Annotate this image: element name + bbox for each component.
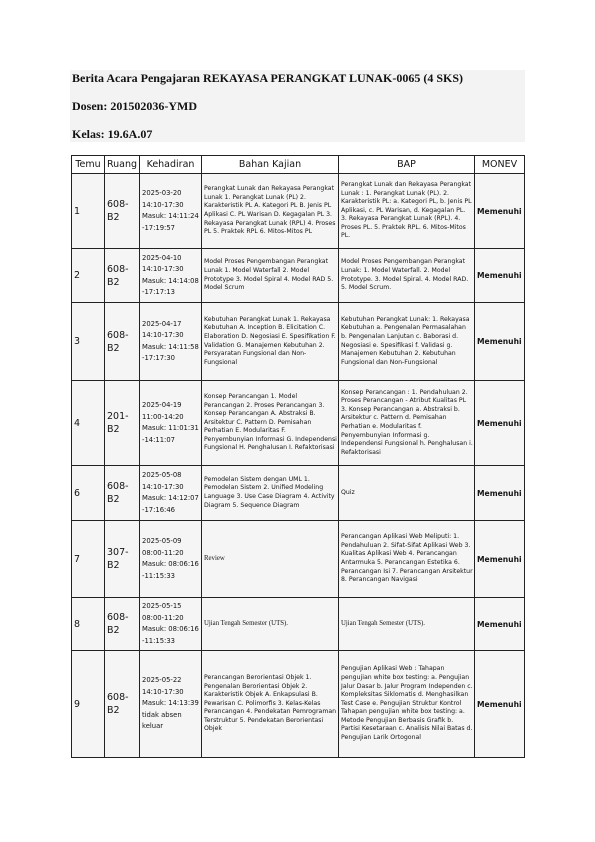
kehadiran-date: 2025-05-15 (142, 602, 182, 610)
kehadiran-date: 2025-05-08 (142, 471, 182, 479)
ruang-cell: 608-B2 (105, 651, 140, 758)
monev-cell: Memenuhi (475, 521, 525, 598)
kehadiran-attendance: Masuk: 14:12:07 -17:16:46 (142, 494, 199, 514)
kehadiran-cell (140, 249, 202, 303)
bahan-kajian-cell: Perangkat Lunak dan Rekayasa Perangkat Lunak 1. Perangkat Lunak (PL) 2. Karakteristik PL A. Kategori PL B. Jenis PL Aplikasi C. PL Warisan D. Kegagalan PL 3. Rekayasa Perangkat Lunak (RPL) 4. Proses PL 5. Praktek RPL 6. Mitos-Mitos PL (202, 174, 339, 249)
kehadiran-date: 2025-04-17 (142, 319, 182, 328)
monev-cell: Memenuhi (475, 174, 525, 249)
bap-cell: Ujian Tengah Semester (UTS). (339, 598, 475, 651)
ruang-cell: 608-B2 (105, 598, 140, 651)
header-kehadiran: Kehadiran (140, 156, 202, 174)
bahan-kajian-cell: Perancangan Berorientasi Objek 1. Pengenalan Berorientasi Objek 2. Karakteristik Objek A. Enkapsulasi B. Pewarisan C. Polimorfis 3. Kelas-Kelas Perancangan 4. Pendekatan Pemrograman Terstruktur 5. Pendekatan Berorientasi Objek (202, 651, 339, 758)
lecturer-line (70, 98, 525, 114)
kehadiran-schedule: 14:10-17:30 (142, 265, 184, 273)
header-ruang: Ruang (105, 156, 140, 174)
temu-cell: 6 (72, 466, 105, 521)
bap-cell: Pengujian Aplikasi Web : Tahapan pengujian white box testing: a. Pengujian Jalur Dasar b. Jalur Program Independen c. Kompleksitas Siklomatis d. Menghasilkan Test Case e. Pengujian Struktur Kontrol Tahapan pengujian white box testing: a. Metode Pengujian Berbasis Grafik b. Partisi Kesetaraan c. Analisis Nilai Batas d. Pengujian Larik Ortogonal (339, 651, 475, 758)
bahan-kajian-cell: Kebutuhan Perangkat Lunak 1. Rekayasa Kebutuhan A. Inception B. Elicitation C. Elaboration D. Negosiasi E. Spesifikation F. Validation G. Manajemen Kebutuhan 2. Persyaratan Fungsional dan Non-Fungsional (202, 303, 339, 381)
bap-cell: Perangkat Lunak dan Rekayasa Perangkat Lunak : 1. Perangkat Lunak (PL). 2. Karakteristik PL: a. Kategori PL, b. Jenis PL Aplikasi, c. PL Warisan, d. Kegagalan PL. 3. Rekayasa Perangkat Lunak (RPL). 4. Proses PL. 5. Praktek RPL. 6. Mitos-Mitos PL. (339, 174, 475, 249)
monev-cell: Memenuhi (475, 598, 525, 651)
table-row (72, 598, 525, 651)
bap-cell: Konsep Perancangan : 1. Pendahuluan 2. Proses Perancangan - Atribut Kualitas PL 3. Konsep Perancangan a. Abstraksi b. Arsitektur c. Pattern d. Pemisahan Perhatian e. Modularitas f. Penyembunyian Informasi g. Independensi Fungsional h. Penghalusan i. Refaktorisasi (339, 381, 475, 466)
monev-cell: Memenuhi (475, 651, 525, 758)
kehadiran-schedule: 14:10-17:30 (142, 482, 184, 491)
kehadiran-schedule: 08:00-11:20 (142, 613, 184, 622)
kehadiran-date: 2025-04-10 (142, 253, 182, 262)
ruang-cell: 201-B2 (105, 381, 140, 466)
lecturer-id: 201502036-YMD (110, 99, 197, 113)
kehadiran-attendance: Masuk: 14:11:58 -17:17:30 (142, 342, 199, 362)
document-header (70, 70, 525, 142)
ruang-cell: 608-B2 (105, 249, 140, 303)
kehadiran-attendance: Masuk: 08:06:16 -11:15:33 (142, 560, 199, 580)
kehadiran-date: 2025-03-20 (142, 189, 182, 197)
kehadiran-attendance: Masuk: 14:14:08 -17:17:13 (142, 276, 199, 296)
kehadiran-cell (140, 381, 202, 466)
kehadiran-attendance: Masuk: 14:11:24 -17:19:57 (142, 212, 199, 232)
table-row (72, 651, 525, 758)
monev-cell: Memenuhi (475, 303, 525, 381)
kehadiran-cell (140, 174, 202, 249)
ruang-cell: 608-B2 (105, 466, 140, 521)
kehadiran-schedule: 08:00-11:20 (142, 548, 184, 557)
header-temu: Temu (72, 156, 105, 174)
table-row (72, 466, 525, 521)
kehadiran-date: 2025-05-09 (142, 537, 182, 545)
kehadiran-cell (140, 598, 202, 651)
ruang-cell: 608-B2 (105, 303, 140, 381)
kehadiran-attendance: Masuk: 08:06:16 -11:15:33 (142, 625, 199, 645)
monev-cell: Memenuhi (475, 249, 525, 303)
kehadiran-date: 2025-05-22 (142, 676, 182, 685)
class-label: Kelas: (72, 127, 105, 141)
temu-cell: 1 (72, 174, 105, 249)
table-row (72, 174, 525, 249)
temu-cell: 4 (72, 381, 105, 466)
bap-cell: Model Proses Pengembangan Perangkat Lunak: 1. Model Waterfall. 2. Model Prototype. 3. Model Spiral. 4. Model RAD. 5. Model Scrum. (339, 249, 475, 303)
monev-cell: Memenuhi (475, 381, 525, 466)
header-bap: BAP (339, 156, 475, 174)
temu-cell: 2 (72, 249, 105, 303)
ruang-cell: 307-B2 (105, 521, 140, 598)
bahan-kajian-cell: Konsep Perancangan 1. Model Perancangan 2. Proses Perancangan 3. Konsep Perancangan A. Abstraksi B. Arsitektur C. Pattern D. Pemisahan Perhatian E. Modularitas F. Penyembunyian Informasi G. Independensi Fungsional H. Penghalusan I. Refaktorisasi (202, 381, 339, 466)
kehadiran-attendance: Masuk: 14:13:39 tidak absen keluar (142, 699, 199, 731)
temu-cell: 8 (72, 598, 105, 651)
temu-cell: 3 (72, 303, 105, 381)
kehadiran-cell (140, 521, 202, 598)
ruang-cell: 608-B2 (105, 174, 140, 249)
table-row (72, 381, 525, 466)
document-title: Berita Acara Pengajaran REKAYASA PERANGKAT LUNAK-0065 (4 SKS) (72, 71, 464, 85)
bahan-kajian-cell: Pemodelan Sistem dengan UML 1. Pemodelan Sistem 2. Unified Modeling Language 3. Use Case Diagram 4. Activity Diagram 5. Sequence Diagram (202, 466, 339, 521)
bahan-kajian-cell: Ujian Tengah Semester (UTS). (202, 598, 339, 651)
kehadiran-cell (140, 303, 202, 381)
bap-cell: Perancangan Aplikasi Web Meliputi: 1. Pendahuluan 2. Sifat-Sifat Aplikasi Web 3. Kualitas Aplikasi Web 4. Perancangan Antarmuka 5. Perancangan Estetika 6. Perancangan Isi 7. Perancangan Arsitektur 8. Perancangan Navigasi (339, 521, 475, 598)
kehadiran-schedule: 14:10-17:30 (142, 200, 184, 209)
table-row (72, 249, 525, 303)
class-line (70, 126, 525, 142)
header-monev: MONEV (475, 156, 525, 174)
kehadiran-cell (140, 651, 202, 758)
header-bahan-kajian: Bahan Kajian (202, 156, 339, 174)
kehadiran-schedule: 14:10-17:30 (142, 331, 184, 339)
monev-cell: Memenuhi (475, 466, 525, 521)
lecturer-label: Dosen: (72, 99, 108, 113)
kehadiran-schedule: 11:00-14:20 (142, 412, 184, 421)
bap-cell: Quiz (339, 466, 475, 521)
temu-cell: 7 (72, 521, 105, 598)
kehadiran-attendance: Masuk: 11:01:31 -14:11:07 (142, 424, 199, 444)
class-id: 19.6A.07 (107, 127, 153, 141)
kehadiran-date: 2025-04-19 (142, 401, 182, 409)
table-header-row (72, 156, 525, 174)
bahan-kajian-cell: Model Proses Pengembangan Perangkat Lunak 1. Model Waterfall 2. Model Prototype 3. Model Spiral 4. Model RAD 5. Model Scrum (202, 249, 339, 303)
bahan-kajian-cell: Review (202, 521, 339, 598)
teaching-record-table (71, 155, 525, 758)
table-row (72, 303, 525, 381)
table-row (72, 521, 525, 598)
temu-cell: 9 (72, 651, 105, 758)
bap-cell: Kebutuhan Perangkat Lunak: 1. Rekayasa Kebutuhan a. Pengenalan Permasalahan b. Pengenalan Lanjutan c. Baborasi d. Negosiasi e. Spesifikasi f. Validasi g. Manajemen Kebutuhan 2. Kebutuhan Fungsional dan Non-Fungsional (339, 303, 475, 381)
kehadiran-schedule: 14:10-17:30 (142, 687, 184, 696)
kehadiran-cell (140, 466, 202, 521)
